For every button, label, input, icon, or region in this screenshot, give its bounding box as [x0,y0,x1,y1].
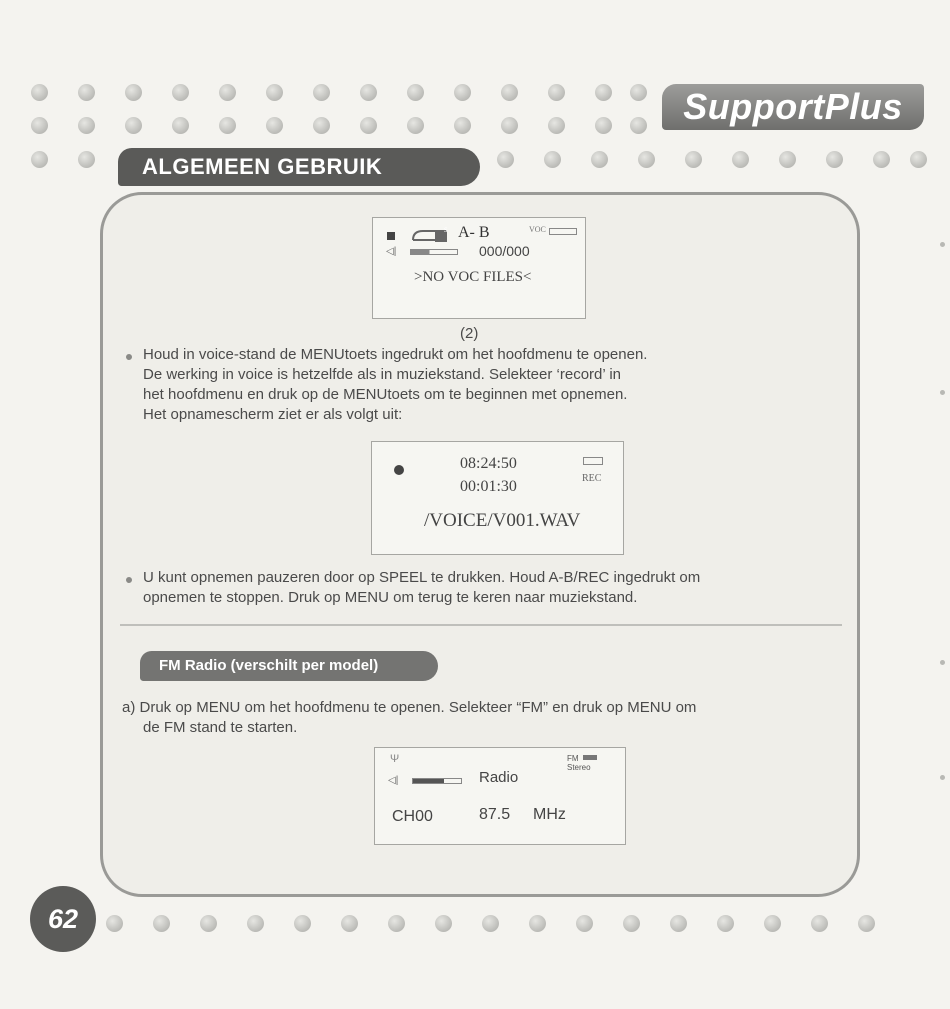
decor-dot [78,84,95,101]
decor-dot [873,151,890,168]
repeat-icon [409,226,449,246]
decor-dot [685,151,702,168]
record-file-path: /VOICE/V001.WAV [424,510,581,531]
stereo-label: Stereo [567,763,591,772]
decor-dot [78,117,95,134]
bullet1-line: De werking in voice is hetzelfde als in muziekstand. Selekteer ‘record’ in [143,366,622,383]
fm-section-title: FM Radio (verschilt per model) [140,651,438,681]
decor-dot [341,915,358,932]
frequency-unit: MHz [533,806,566,823]
decor-dot [501,84,518,101]
decor-dot [31,117,48,134]
brand-logo: SupportPlus [662,84,924,130]
decor-dot [407,117,424,134]
decor-dot [172,84,189,101]
decor-dot [591,151,608,168]
lcd-screen-radio [374,747,626,845]
decor-dot [548,117,565,134]
bullet-icon [126,354,132,360]
decor-dot [360,84,377,101]
decor-dot [630,117,647,134]
decor-dot [717,915,734,932]
bullet1-line: Houd in voice-stand de MENUtoets ingedrukt om het hoofdmenu te openen. [143,346,648,363]
volume-level-bar [412,778,462,784]
decor-dot [172,117,189,134]
decor-dot [544,151,561,168]
decor-dot [454,84,471,101]
lcd-screen-recording [371,441,624,555]
decor-dot [638,151,655,168]
decor-dot [910,151,927,168]
stop-icon [387,232,395,240]
page-number: 62 [30,886,96,952]
decor-dot [78,151,95,168]
no-files-message: >NO VOC FILES< [414,269,532,285]
bullet2-line: U kunt opnemen pauzeren door op SPEEL te drukken. Houd A-B/REC ingedrukt om [143,569,701,586]
decor-dot [219,117,236,134]
record-dot-icon [394,465,404,475]
decor-dot [294,915,311,932]
decor-dot [125,84,142,101]
decor-dot [31,84,48,101]
fm-step-line: de FM stand te starten. [143,719,298,736]
decor-dot [200,915,217,932]
decor-dot [595,84,612,101]
decor-dot [670,915,687,932]
decor-dot [497,151,514,168]
channel-number: CH00 [392,808,433,825]
decor-dot [623,915,640,932]
decor-dot [31,151,48,168]
decor-dot [940,242,945,247]
decor-dot [826,151,843,168]
decor-dot [732,151,749,168]
bullet1-line: het hoofdmenu en druk op de MENUtoets om te beginnen met opnemen. [143,386,628,403]
decor-dot [779,151,796,168]
decor-dot [407,84,424,101]
decor-dot [548,84,565,101]
decor-dot [360,117,377,134]
decor-dot [247,915,264,932]
decor-dot [313,117,330,134]
file-counter: 000/000 [479,243,530,259]
decor-dot [313,84,330,101]
screen-caption: (2) [460,325,479,342]
volume-level-bar [410,249,458,255]
decor-dot [153,915,170,932]
record-elapsed: 00:01:30 [460,478,517,495]
battery-icon [549,228,577,235]
decor-dot [266,84,283,101]
battery-icon [583,457,603,465]
radio-title: Radio [479,769,519,786]
decor-dot [219,84,236,101]
decor-dot [435,915,452,932]
radio-frequency: 87.5 [479,806,511,823]
decor-dot [576,915,593,932]
decor-dot [388,915,405,932]
decor-dot [940,390,945,395]
section-title: ALGEMEEN GEBRUIK [118,148,480,186]
decor-dot [811,915,828,932]
decor-dot [266,117,283,134]
decor-dot [764,915,781,932]
bullet-icon [126,577,132,583]
lcd-screen-no-files [372,217,586,319]
battery-icon [583,755,597,760]
volume-icon: ◁| [388,775,399,786]
section-divider [120,624,842,626]
decor-dot [125,117,142,134]
decor-dot [858,915,875,932]
decor-dot [454,117,471,134]
rec-label: REC [582,473,602,484]
fm-step-line: a) Druk op MENU om het hoofdmenu te openen. Selekteer “FM” en druk op MENU om [122,699,697,716]
record-clock: 08:24:50 [460,455,517,472]
mode-letter: s [444,224,448,234]
decor-dot [501,117,518,134]
volume-icon: ◁| [386,246,397,257]
ab-label: A- B [458,224,490,241]
decor-dot [482,915,499,932]
antenna-icon: Ψ [390,753,400,765]
fm-label: FM [567,754,579,763]
bullet1-line: Het opnamescherm ziet er als volgt uit: [143,406,403,423]
decor-dot [529,915,546,932]
decor-dot [630,84,647,101]
decor-dot [940,775,945,780]
voice-mode-label: VOC [529,225,546,234]
bullet2-line: opnemen te stoppen. Druk op MENU om terug te keren naar muziekstand. [143,589,638,606]
decor-dot [940,660,945,665]
decor-dot [106,915,123,932]
decor-dot [595,117,612,134]
